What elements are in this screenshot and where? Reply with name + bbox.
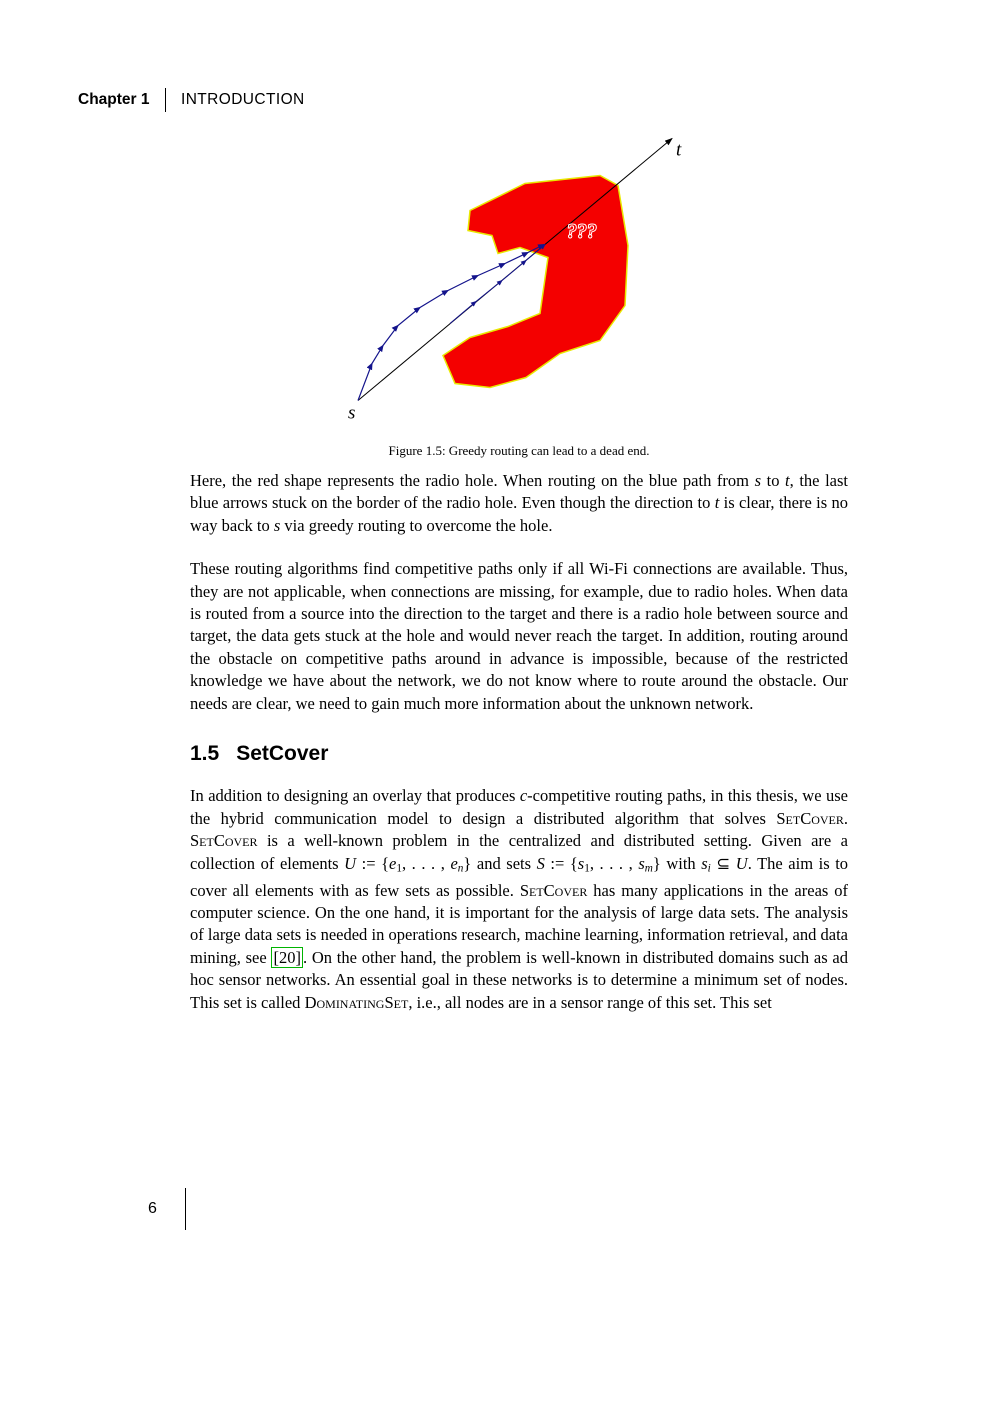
text-segment: s xyxy=(273,515,281,535)
text-segment: . xyxy=(843,808,848,828)
text-segment: SetCover xyxy=(519,880,588,900)
figure-canvas xyxy=(330,124,710,432)
text-segment: has many applications in the areas of computer science. On the one hand, it is important for the analysis of large data sets. The analysis of large data sets is needed in operations research, machine learning, information retrieval, and data mining, see xyxy=(190,880,849,967)
text-segment: . On the other hand, the problem is well-known in distributed domains such as ad hoc sensor networks. An essential goal in these networks is to determine a minimum set of nodes. This set is called xyxy=(190,947,848,1012)
text-segment: t xyxy=(785,471,790,490)
question-marks: ??? xyxy=(566,220,596,243)
text-segment: s xyxy=(754,471,762,490)
section-heading xyxy=(190,743,848,765)
page-footer xyxy=(148,1188,186,1230)
text-segment: In addition to designing an overlay that produces xyxy=(190,786,520,806)
text-segment: -competitive routing paths, in this thesis, we use the hybrid communication model to design a distributed algorithm that solves xyxy=(190,786,848,828)
text-segment: n xyxy=(457,862,464,875)
figure-caption: Figure 1.5: Greedy routing can lead to a dead end. xyxy=(388,443,650,458)
text-segment: ⊆ xyxy=(710,853,736,873)
text-segment: , . . . , xyxy=(589,853,639,873)
chapter-title: INTRODUCTION xyxy=(181,91,305,108)
text-segment: s xyxy=(701,853,708,873)
section-title: SetCover xyxy=(236,742,329,766)
text-segment: := { xyxy=(356,853,390,873)
text-segment: s xyxy=(638,853,645,873)
text-segment: is a well-known problem in the centralized and distributed setting. Given are a collection of elements xyxy=(190,831,848,873)
text-segment: , the last blue arrows stuck on the border of the radio hole. Even though the direction to xyxy=(190,471,848,513)
text-segment: } with xyxy=(652,853,702,873)
text-segment: via greedy routing to overcome the hole. xyxy=(280,515,553,535)
text-segment: U xyxy=(735,853,748,873)
text-segment: := { xyxy=(544,853,578,873)
radio-hole-shape xyxy=(443,176,628,388)
text-segment: e xyxy=(389,853,397,873)
text-segment: i xyxy=(707,862,711,875)
text-segment: S xyxy=(536,853,545,873)
text-segment: DominatingSet xyxy=(304,992,409,1012)
text-segment: is clear, there is no way back to xyxy=(190,493,848,535)
text-segment: } and sets xyxy=(463,853,537,873)
text-segment: SetCover xyxy=(190,831,258,851)
body-text xyxy=(190,470,848,1035)
text-segment: c xyxy=(519,786,528,806)
figure-greedy-routing xyxy=(330,124,710,432)
text-segment: t xyxy=(714,493,720,513)
text-segment: SetCover xyxy=(776,808,844,828)
text-segment: 1 xyxy=(396,862,402,875)
text-segment: , i.e., all nodes are in a sensor range of this set. This set xyxy=(408,992,772,1012)
citation-link[interactable]: [20] xyxy=(273,947,301,967)
text-segment: U xyxy=(344,853,357,873)
page-number: 6 xyxy=(148,1200,157,1217)
paragraph-setcover xyxy=(190,785,848,1014)
paragraph-radio-hole xyxy=(190,470,848,537)
paragraph-routing-limits xyxy=(190,558,848,715)
chapter-label: Chapter 1 xyxy=(78,91,150,108)
text-segment: Here, the red shape represents the radio hole. When routing on the blue path from xyxy=(190,471,755,490)
section-number: 1.5 xyxy=(190,742,220,766)
text-segment: , . . . , xyxy=(401,853,451,873)
text-segment: s xyxy=(577,853,585,873)
greedy-path-stuck xyxy=(450,245,545,324)
target-label: t xyxy=(676,139,682,161)
running-header xyxy=(78,88,305,112)
text-segment: . The aim is to cover all elements with as few sets as possible. xyxy=(190,853,849,900)
footer-divider xyxy=(185,1188,187,1230)
text-segment: to xyxy=(761,471,786,490)
header-divider xyxy=(165,88,167,112)
source-label: s xyxy=(348,402,356,424)
text-segment: m xyxy=(644,862,653,875)
text-segment: 1 xyxy=(584,862,590,875)
text-segment: e xyxy=(450,853,458,873)
text-segment: These routing algorithms find competitive paths only if all Wi-Fi connections are available. Thus, they are not applicable, when connections are missing, for example, due to radio holes. When data is routed from a source into the direction to the target and there is a radio hole between source and target, the data gets stuck at the hole and would never reach the target. In addition, routing around the obstacle on competitive paths around in advance is impossible, because of the restricted knowledge we have about the network, we do not know where to route around the obstacle. Our needs are clear, we need to gain much more information about the unknown network. xyxy=(190,559,848,713)
